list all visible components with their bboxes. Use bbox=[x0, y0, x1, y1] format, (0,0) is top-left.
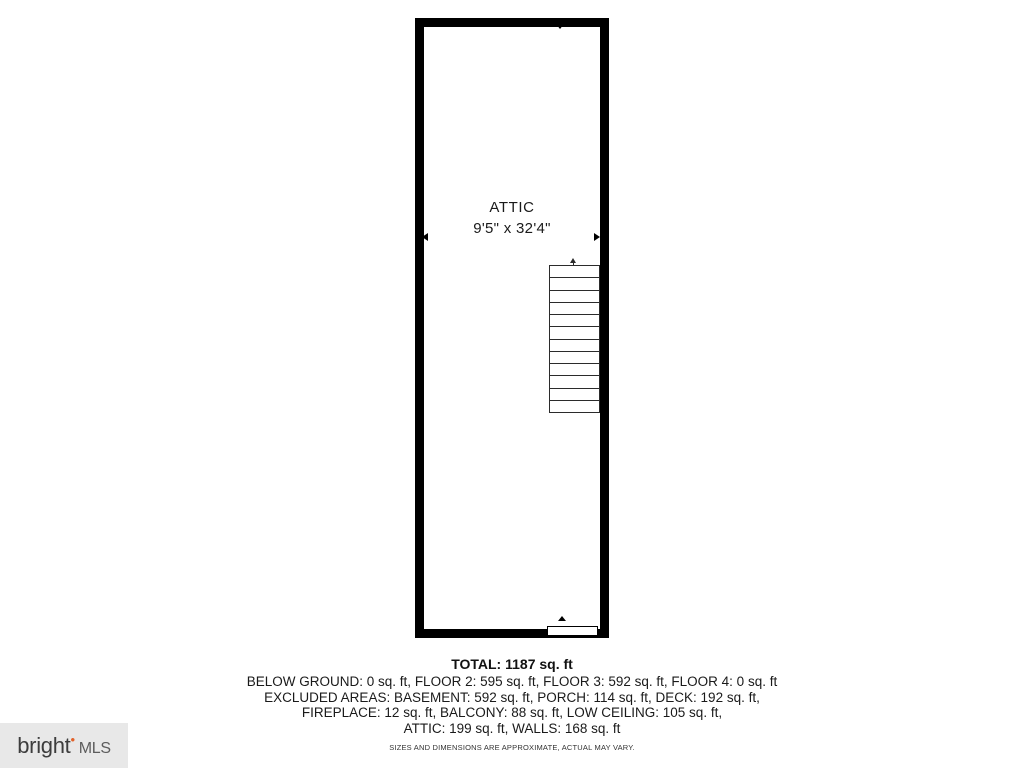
stair-step bbox=[550, 291, 599, 303]
room-dimensions: 9'5" x 32'4" bbox=[473, 220, 551, 237]
bottom-wall-arrow-icon bbox=[558, 616, 566, 621]
staircase bbox=[549, 265, 600, 413]
stair-step bbox=[550, 278, 599, 290]
summary-line-floors: BELOW GROUND: 0 sq. ft, FLOOR 2: 595 sq. ft, FLOOR 3: 592 sq. ft, FLOOR 4: 0 sq. ft bbox=[246, 674, 778, 689]
total-area-label: TOTAL: 1187 sq. ft bbox=[451, 656, 573, 672]
room-label bbox=[430, 198, 594, 240]
stair-steps bbox=[550, 266, 599, 412]
stair-step bbox=[550, 352, 599, 364]
stair-step bbox=[550, 315, 599, 327]
disclaimer-text: SIZES AND DIMENSIONS ARE APPROXIMATE, ACTUAL MAY VARY. bbox=[389, 743, 635, 752]
stair-step bbox=[550, 340, 599, 352]
room-name: ATTIC bbox=[489, 199, 535, 216]
bright-mls-watermark bbox=[0, 723, 128, 768]
dimension-arrow-left-icon bbox=[422, 233, 428, 241]
stair-step bbox=[550, 364, 599, 376]
watermark-brand: bright bbox=[17, 732, 71, 758]
summary-line-excluded-2: FIREPLACE: 12 sq. ft, BALCONY: 88 sq. ft, LOW CEILING: 105 sq. ft, bbox=[301, 705, 723, 720]
stair-step bbox=[550, 376, 599, 388]
stair-step bbox=[550, 389, 599, 401]
summary-line-excluded-1: EXCLUDED AREAS: BASEMENT: 592 sq. ft, PORCH: 114 sq. ft, DECK: 192 sq. ft, bbox=[264, 689, 760, 705]
top-wall-marker-icon bbox=[556, 24, 564, 29]
watermark-dot-icon: • bbox=[70, 731, 75, 747]
watermark-logo bbox=[17, 733, 111, 759]
stair-step bbox=[550, 303, 599, 315]
stair-step bbox=[550, 401, 599, 412]
area-summary bbox=[0, 655, 1024, 752]
bottom-wall-opening bbox=[547, 626, 598, 636]
stair-step bbox=[550, 327, 599, 339]
dimension-arrow-right-icon bbox=[594, 233, 600, 241]
watermark-suffix: MLS bbox=[78, 739, 111, 757]
stair-step bbox=[550, 266, 599, 278]
summary-line-excluded-3: ATTIC: 199 sq. ft, WALLS: 168 sq. ft bbox=[403, 720, 621, 736]
